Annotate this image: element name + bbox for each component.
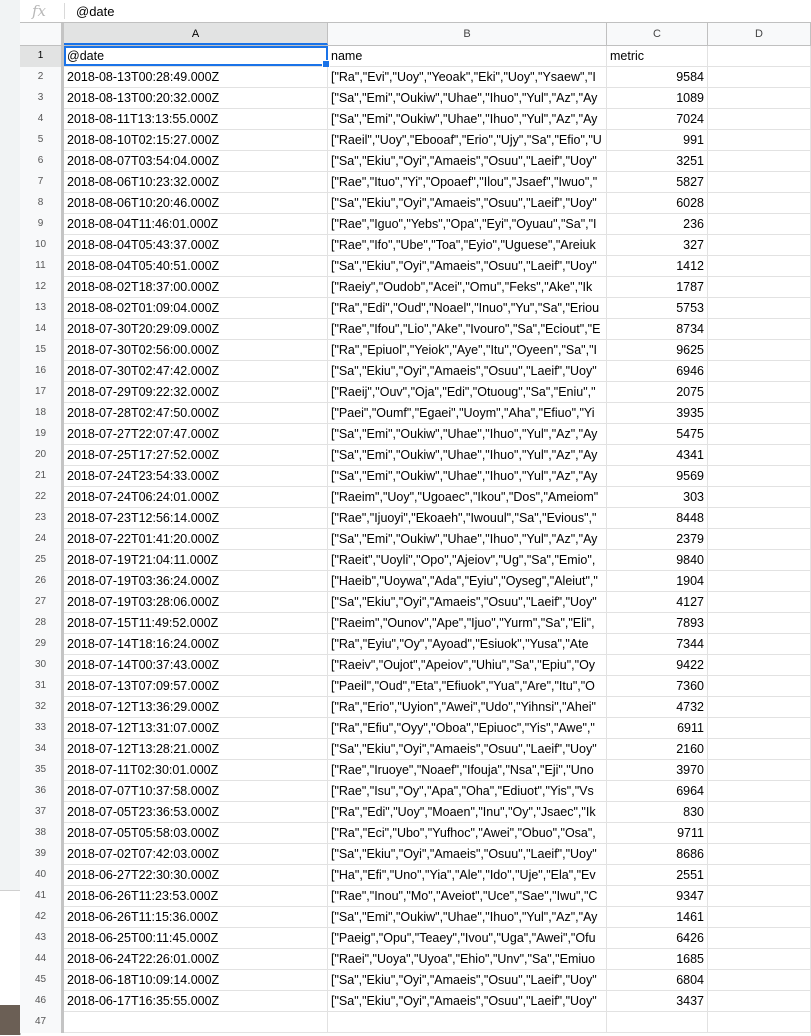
cell-empty[interactable] — [708, 67, 811, 87]
formula-bar — [20, 0, 811, 23]
cell-metric[interactable]: 3437 — [607, 991, 708, 1011]
row-number[interactable]: 46 — [20, 991, 64, 1012]
row-number[interactable]: 39 — [20, 844, 64, 865]
table-row — [20, 151, 811, 172]
row-number[interactable]: 24 — [20, 529, 64, 550]
cell-empty[interactable] — [708, 991, 811, 1011]
row-number[interactable]: 5 — [20, 130, 64, 151]
cell-empty[interactable] — [708, 697, 811, 717]
cell-metric[interactable]: 3970 — [607, 760, 708, 780]
row-number[interactable]: 20 — [20, 445, 64, 466]
cell-date[interactable]: 2018-07-05T23:36:53.000Z — [64, 802, 328, 822]
table-row — [20, 172, 811, 193]
table-row — [20, 277, 811, 298]
cell-date[interactable]: 2018-07-11T02:30:01.000Z — [64, 760, 328, 780]
table-row — [20, 88, 811, 109]
cell-metric[interactable]: 6028 — [607, 193, 708, 213]
cell-empty[interactable] — [708, 781, 811, 801]
cell-empty[interactable] — [708, 802, 811, 822]
table-row — [20, 571, 811, 592]
cell-date[interactable]: 2018-07-30T02:47:42.000Z — [64, 361, 328, 381]
cell-name[interactable]: ["Ra","Edi","Oud","Noael","Inuo","Yu","Sa","Eriou — [328, 298, 607, 318]
cell-metric[interactable]: 9840 — [607, 550, 708, 570]
cell-date[interactable]: 2018-08-11T13:13:55.000Z — [64, 109, 328, 129]
cell-name[interactable]: ["Ra","Edi","Uoy","Moaen","Inu","Oy","Jsaec","Ik — [328, 802, 607, 822]
row-number[interactable]: 28 — [20, 613, 64, 634]
cell-empty[interactable] — [708, 214, 811, 234]
cell-empty[interactable] — [708, 592, 811, 612]
cell-name[interactable]: ["Rae","Ituo","Yi","Opoaef","Ilou","Jsaef","Iwuo"," — [328, 172, 607, 192]
cell-name[interactable]: ["Raeim","Ounov","Ape","Ijuo","Yurm","Sa","Eli", — [328, 613, 607, 633]
cell-metric[interactable]: 991 — [607, 130, 708, 150]
cell-metric[interactable]: 8734 — [607, 319, 708, 339]
row-number[interactable]: 27 — [20, 592, 64, 613]
cell-metric[interactable]: 2075 — [607, 382, 708, 402]
cell-name[interactable]: ["Haeib","Uoywa","Ada","Eyiu","Oyseg","Aleiut"," — [328, 571, 607, 591]
cell-metric[interactable]: 3251 — [607, 151, 708, 171]
cell-empty[interactable] — [708, 256, 811, 276]
row-number[interactable]: 38 — [20, 823, 64, 844]
cell-empty[interactable] — [708, 571, 811, 591]
row-number[interactable]: 42 — [20, 907, 64, 928]
cell-metric[interactable]: 327 — [607, 235, 708, 255]
cell-date[interactable]: 2018-08-10T02:15:27.000Z — [64, 130, 328, 150]
row-number[interactable]: 15 — [20, 340, 64, 361]
row-number[interactable]: 18 — [20, 403, 64, 424]
cell-empty[interactable] — [708, 130, 811, 150]
row-number[interactable]: 43 — [20, 928, 64, 949]
cell-empty[interactable] — [708, 844, 811, 864]
row-number[interactable]: 31 — [20, 676, 64, 697]
table-row — [20, 340, 811, 361]
cell-name[interactable]: ["Sa","Emi","Oukiw","Uhae","Ihuo","Yul","Az","Ay — [328, 907, 607, 927]
cell-empty[interactable] — [708, 907, 811, 927]
table-row — [20, 613, 811, 634]
row-number[interactable]: 44 — [20, 949, 64, 970]
row-number[interactable]: 19 — [20, 424, 64, 445]
cell-metric[interactable]: 9347 — [607, 886, 708, 906]
row-number[interactable]: 21 — [20, 466, 64, 487]
row-number[interactable]: 1 — [20, 46, 64, 67]
cell-metric[interactable]: 9711 — [607, 823, 708, 843]
cell-metric[interactable]: 8686 — [607, 844, 708, 864]
row-number[interactable]: 2 — [20, 67, 64, 88]
cell-name[interactable]: ["Sa","Ekiu","Oyi","Amaeis","Osuu","Laeif","Uoy" — [328, 256, 607, 276]
table-row — [20, 424, 811, 445]
cell-metric[interactable]: 1904 — [607, 571, 708, 591]
cell-empty[interactable] — [708, 445, 811, 465]
cell-name[interactable]: ["Raeil","Uoy","Ebooaf","Erio","Ujy","Sa","Efio","U — [328, 130, 607, 150]
cell-date[interactable] — [64, 1012, 328, 1032]
cell-date[interactable]: 2018-07-24T23:54:33.000Z — [64, 466, 328, 486]
cell-metric[interactable]: 5827 — [607, 172, 708, 192]
cell-name[interactable]: ["Paeil","Oud","Eta","Efiuok","Yua","Are","Itu","O — [328, 676, 607, 696]
cell-metric[interactable]: 7893 — [607, 613, 708, 633]
table-row — [20, 445, 811, 466]
table-row — [20, 319, 811, 340]
cell-name[interactable]: ["Sa","Ekiu","Oyi","Amaeis","Osuu","Laeif","Uoy" — [328, 592, 607, 612]
table-row — [20, 592, 811, 613]
table-row — [20, 550, 811, 571]
cell-name[interactable]: ["Ha","Efi","Uno","Yia","Ale","Ido","Uje","Ela","Ev — [328, 865, 607, 885]
cell-name[interactable]: ["Paei","Oumf","Egaei","Uoym","Aha","Efiuo","Yi — [328, 403, 607, 423]
row-number[interactable]: 17 — [20, 382, 64, 403]
cell-empty[interactable] — [708, 172, 811, 192]
cell-metric[interactable] — [607, 1012, 708, 1032]
cell-date[interactable]: 2018-08-06T10:20:46.000Z — [64, 193, 328, 213]
cell-name[interactable]: ["Sa","Emi","Oukiw","Uhae","Ihuo","Yul","Az","Ay — [328, 88, 607, 108]
cell-name[interactable]: ["Raeit","Uoyli","Opo","Ajeiov","Ug","Sa","Emio", — [328, 550, 607, 570]
cell-metric[interactable]: 1089 — [607, 88, 708, 108]
cell-d1[interactable] — [708, 46, 811, 66]
table-row — [20, 298, 811, 319]
cell-date[interactable]: 2018-07-05T05:58:03.000Z — [64, 823, 328, 843]
cell-name[interactable]: ["Sa","Emi","Oukiw","Uhae","Ihuo","Yul","Az","Ay — [328, 466, 607, 486]
table-row — [20, 739, 811, 760]
cell-name[interactable]: ["Raeiy","Oudob","Acei","Omu","Feks","Ake","Ik — [328, 277, 607, 297]
cell-name[interactable]: ["Rae","Iguo","Yebs","Opa","Eyi","Oyuau","Sa","I — [328, 214, 607, 234]
cell-empty[interactable] — [708, 928, 811, 948]
table-row — [20, 676, 811, 697]
cell-empty[interactable] — [708, 340, 811, 360]
cell-metric[interactable]: 9625 — [607, 340, 708, 360]
table-row — [20, 865, 811, 886]
table-row — [20, 466, 811, 487]
cell-metric[interactable]: 7024 — [607, 109, 708, 129]
cell-metric[interactable]: 1787 — [607, 277, 708, 297]
formula-bar-divider — [64, 3, 65, 19]
column-header-c[interactable]: C — [607, 23, 708, 45]
cell-metric[interactable]: 4341 — [607, 445, 708, 465]
cell-name[interactable]: ["Sa","Emi","Oukiw","Uhae","Ihuo","Yul","Az","Ay — [328, 529, 607, 549]
row-number[interactable]: 22 — [20, 487, 64, 508]
cell-name[interactable]: ["Raeij","Ouv","Oja","Edi","Otuoug","Sa","Eniu"," — [328, 382, 607, 402]
table-row — [20, 214, 811, 235]
cell-name[interactable]: ["Raei","Uoya","Uyoa","Ehio","Unv","Sa","Emiuo — [328, 949, 607, 969]
formula-input[interactable]: @date — [76, 4, 115, 19]
cell-metric[interactable]: 9584 — [607, 67, 708, 87]
table-row — [20, 130, 811, 151]
table-row — [20, 991, 811, 1012]
cell-a1[interactable]: @date — [64, 46, 328, 66]
cell-date[interactable]: 2018-07-13T07:09:57.000Z — [64, 676, 328, 696]
row-number[interactable]: 37 — [20, 802, 64, 823]
spreadsheet-grid — [20, 46, 811, 1035]
row-number[interactable]: 41 — [20, 886, 64, 907]
column-header-a[interactable]: A — [64, 23, 328, 45]
cell-name[interactable]: ["Ra","Eyiu","Oy","Ayoad","Esiuok","Yusa","Ate — [328, 634, 607, 654]
cell-name[interactable]: ["Sa","Ekiu","Oyi","Amaeis","Osuu","Laeif","Uoy" — [328, 151, 607, 171]
table-row — [20, 235, 811, 256]
select-all-corner[interactable] — [20, 23, 64, 45]
cell-date[interactable]: 2018-07-29T09:22:32.000Z — [64, 382, 328, 402]
cell-name[interactable]: ["Sa","Ekiu","Oyi","Amaeis","Osuu","Laeif","Uoy" — [328, 193, 607, 213]
cell-name[interactable]: ["Sa","Emi","Oukiw","Uhae","Ihuo","Yul","Az","Ay — [328, 424, 607, 444]
cell-c1[interactable]: metric — [607, 46, 708, 66]
cell-date[interactable]: 2018-07-02T07:42:03.000Z — [64, 844, 328, 864]
cell-empty[interactable] — [708, 886, 811, 906]
cell-metric[interactable]: 7344 — [607, 634, 708, 654]
table-row — [20, 109, 811, 130]
table-row — [20, 403, 811, 424]
background-window-strip — [0, 0, 21, 1035]
cell-date[interactable]: 2018-08-13T00:28:49.000Z — [64, 67, 328, 87]
row-number[interactable]: 26 — [20, 571, 64, 592]
cell-date[interactable]: 2018-07-30T02:56:00.000Z — [64, 340, 328, 360]
cell-name[interactable]: ["Sa","Ekiu","Oyi","Amaeis","Osuu","Laeif","Uoy" — [328, 361, 607, 381]
cell-metric[interactable]: 9569 — [607, 466, 708, 486]
row-number[interactable]: 47 — [20, 1012, 64, 1033]
row-number[interactable]: 8 — [20, 193, 64, 214]
table-row — [20, 634, 811, 655]
table-row — [20, 655, 811, 676]
row-number[interactable]: 25 — [20, 550, 64, 571]
cell-date[interactable]: 2018-07-07T10:37:58.000Z — [64, 781, 328, 801]
cell-date[interactable]: 2018-07-23T12:56:14.000Z — [64, 508, 328, 528]
cell-empty[interactable] — [708, 277, 811, 297]
cell-b1[interactable]: name — [328, 46, 607, 66]
table-row — [20, 1012, 811, 1033]
cell-name[interactable]: ["Raeiv","Oujot","Apeiov","Uhiu","Sa","Epiu","Oy — [328, 655, 607, 675]
cell-date[interactable]: 2018-06-25T00:11:45.000Z — [64, 928, 328, 948]
row-number[interactable]: 11 — [20, 256, 64, 277]
cell-date[interactable]: 2018-07-12T13:31:07.000Z — [64, 718, 328, 738]
cell-empty[interactable] — [708, 235, 811, 255]
cell-date[interactable]: 2018-07-14T00:37:43.000Z — [64, 655, 328, 675]
cell-name[interactable]: ["Ra","Eci","Ubo","Yufhoc","Awei","Obuo","Osa", — [328, 823, 607, 843]
cell-date[interactable]: 2018-07-14T18:16:24.000Z — [64, 634, 328, 654]
table-row — [20, 823, 811, 844]
column-header-d[interactable]: D — [708, 23, 811, 45]
table-row — [20, 718, 811, 739]
row-number[interactable]: 3 — [20, 88, 64, 109]
cell-name[interactable]: ["Ra","Epiuol","Yeiok","Aye","Itu","Oyeen","Sa","I — [328, 340, 607, 360]
cell-date[interactable]: 2018-08-04T05:40:51.000Z — [64, 256, 328, 276]
cell-name[interactable]: ["Rae","Inou","Mo","Aveiot","Uce","Sae","Iwu","C — [328, 886, 607, 906]
row-number[interactable]: 29 — [20, 634, 64, 655]
table-row — [20, 802, 811, 823]
table-row — [20, 781, 811, 802]
row-number[interactable]: 4 — [20, 109, 64, 130]
cell-empty[interactable] — [708, 88, 811, 108]
cell-name[interactable]: ["Sa","Emi","Oukiw","Uhae","Ihuo","Yul","Az","Ay — [328, 445, 607, 465]
cell-metric[interactable]: 303 — [607, 487, 708, 507]
cell-date[interactable]: 2018-07-12T13:28:21.000Z — [64, 739, 328, 759]
cell-empty[interactable] — [708, 613, 811, 633]
cell-date[interactable]: 2018-06-27T22:30:30.000Z — [64, 865, 328, 885]
cell-empty[interactable] — [708, 298, 811, 318]
cell-empty[interactable] — [708, 1012, 811, 1032]
cell-empty[interactable] — [708, 823, 811, 843]
cell-empty[interactable] — [708, 529, 811, 549]
cell-metric[interactable]: 1461 — [607, 907, 708, 927]
table-row — [20, 256, 811, 277]
cell-date[interactable]: 2018-07-25T17:27:52.000Z — [64, 445, 328, 465]
row-number[interactable]: 23 — [20, 508, 64, 529]
cell-empty[interactable] — [708, 508, 811, 528]
table-row — [20, 760, 811, 781]
cell-name[interactable]: ["Sa","Ekiu","Oyi","Amaeis","Osuu","Laeif","Uoy" — [328, 739, 607, 759]
cell-empty[interactable] — [708, 487, 811, 507]
row-number[interactable]: 35 — [20, 760, 64, 781]
cell-empty[interactable] — [708, 655, 811, 675]
table-row — [20, 361, 811, 382]
row-number[interactable]: 45 — [20, 970, 64, 991]
cell-empty[interactable] — [708, 550, 811, 570]
cell-date[interactable]: 2018-07-30T20:29:09.000Z — [64, 319, 328, 339]
cell-empty[interactable] — [708, 466, 811, 486]
cell-metric[interactable]: 6426 — [607, 928, 708, 948]
table-row — [20, 529, 811, 550]
cell-date[interactable]: 2018-06-18T10:09:14.000Z — [64, 970, 328, 990]
cell-empty[interactable] — [708, 634, 811, 654]
table-row — [20, 928, 811, 949]
cell-metric[interactable]: 5475 — [607, 424, 708, 444]
table-row — [20, 949, 811, 970]
header-row — [20, 46, 811, 67]
cell-date[interactable]: 2018-07-12T13:36:29.000Z — [64, 697, 328, 717]
background-dark-bar — [0, 1005, 20, 1035]
table-row — [20, 697, 811, 718]
row-number[interactable]: 16 — [20, 361, 64, 382]
cell-empty[interactable] — [708, 739, 811, 759]
row-number[interactable]: 14 — [20, 319, 64, 340]
cell-empty[interactable] — [708, 760, 811, 780]
cell-empty[interactable] — [708, 865, 811, 885]
cell-name[interactable]: ["Rae","Iruoye","Noaef","Ifouja","Nsa","Eji","Uno — [328, 760, 607, 780]
row-number[interactable]: 13 — [20, 298, 64, 319]
cell-date[interactable]: 2018-06-24T22:26:01.000Z — [64, 949, 328, 969]
cell-name[interactable] — [328, 1012, 607, 1032]
row-number[interactable]: 7 — [20, 172, 64, 193]
cell-date[interactable]: 2018-08-06T10:23:32.000Z — [64, 172, 328, 192]
cell-date[interactable]: 2018-07-27T22:07:47.000Z — [64, 424, 328, 444]
cell-metric[interactable]: 3935 — [607, 403, 708, 423]
column-header-row — [20, 23, 811, 46]
cell-date[interactable]: 2018-07-19T21:04:11.000Z — [64, 550, 328, 570]
cell-metric[interactable]: 6964 — [607, 781, 708, 801]
cell-metric[interactable]: 236 — [607, 214, 708, 234]
cell-name[interactable]: ["Sa","Ekiu","Oyi","Amaeis","Osuu","Laeif","Uoy" — [328, 844, 607, 864]
cell-name[interactable]: ["Sa","Ekiu","Oyi","Amaeis","Osuu","Laeif","Uoy" — [328, 970, 607, 990]
cell-name[interactable]: ["Rae","Ijuoyi","Ekoaeh","Iwouul","Sa","Evious"," — [328, 508, 607, 528]
cell-metric[interactable]: 2160 — [607, 739, 708, 759]
cell-metric[interactable]: 8448 — [607, 508, 708, 528]
cell-metric[interactable]: 6911 — [607, 718, 708, 738]
cell-empty[interactable] — [708, 970, 811, 990]
row-number[interactable]: 10 — [20, 235, 64, 256]
cell-empty[interactable] — [708, 424, 811, 444]
cell-name[interactable]: ["Rae","Isu","Oy","Apa","Oha","Ediuot","Yis","Vs — [328, 781, 607, 801]
cell-metric[interactable]: 4732 — [607, 697, 708, 717]
cell-name[interactable]: ["Rae","Ifo","Ube","Toa","Eyio","Uguese","Areiuk — [328, 235, 607, 255]
column-header-b[interactable]: B — [328, 23, 607, 45]
cell-empty[interactable] — [708, 718, 811, 738]
cell-empty[interactable] — [708, 403, 811, 423]
cell-date[interactable]: 2018-08-02T18:37:00.000Z — [64, 277, 328, 297]
cell-empty[interactable] — [708, 109, 811, 129]
cell-date[interactable]: 2018-08-13T00:20:32.000Z — [64, 88, 328, 108]
cell-name[interactable]: ["Ra","Efiu","Oyy","Oboa","Epiuoc","Yis","Awe"," — [328, 718, 607, 738]
cell-name[interactable]: ["Ra","Erio","Uyion","Awei","Udo","Yihnsi","Ahei" — [328, 697, 607, 717]
cell-date[interactable]: 2018-07-24T06:24:01.000Z — [64, 487, 328, 507]
row-number[interactable]: 9 — [20, 214, 64, 235]
cell-empty[interactable] — [708, 676, 811, 696]
cell-empty[interactable] — [708, 193, 811, 213]
cell-date[interactable]: 2018-08-04T11:46:01.000Z — [64, 214, 328, 234]
cell-empty[interactable] — [708, 382, 811, 402]
cell-metric[interactable]: 6804 — [607, 970, 708, 990]
cell-empty[interactable] — [708, 361, 811, 381]
cell-metric[interactable]: 7360 — [607, 676, 708, 696]
cell-name[interactable]: ["Ra","Evi","Uoy","Yeoak","Eki","Uoy","Ysaew","I — [328, 67, 607, 87]
table-row — [20, 970, 811, 991]
table-row — [20, 487, 811, 508]
cell-date[interactable]: 2018-08-02T01:09:04.000Z — [64, 298, 328, 318]
row-number[interactable]: 12 — [20, 277, 64, 298]
table-row — [20, 508, 811, 529]
cell-metric[interactable]: 5753 — [607, 298, 708, 318]
cell-empty[interactable] — [708, 319, 811, 339]
table-row — [20, 844, 811, 865]
row-number[interactable]: 6 — [20, 151, 64, 172]
cell-name[interactable]: ["Rae","Ifou","Lio","Ake","Ivouro","Sa","Eciout","E — [328, 319, 607, 339]
row-number[interactable]: 30 — [20, 655, 64, 676]
cell-metric[interactable]: 1412 — [607, 256, 708, 276]
cell-date[interactable]: 2018-06-17T16:35:55.000Z — [64, 991, 328, 1011]
cell-name[interactable]: ["Sa","Ekiu","Oyi","Amaeis","Osuu","Laeif","Uoy" — [328, 991, 607, 1011]
cell-date[interactable]: 2018-07-15T11:49:52.000Z — [64, 613, 328, 633]
row-number[interactable]: 36 — [20, 781, 64, 802]
cell-date[interactable]: 2018-06-26T11:15:36.000Z — [64, 907, 328, 927]
cell-metric[interactable]: 6946 — [607, 361, 708, 381]
cell-name[interactable]: ["Sa","Emi","Oukiw","Uhae","Ihuo","Yul","Az","Ay — [328, 109, 607, 129]
row-number[interactable]: 34 — [20, 739, 64, 760]
cell-date[interactable]: 2018-07-19T03:36:24.000Z — [64, 571, 328, 591]
cell-date[interactable]: 2018-07-28T02:47:50.000Z — [64, 403, 328, 423]
table-row — [20, 907, 811, 928]
table-row — [20, 67, 811, 88]
cell-date[interactable]: 2018-06-26T11:23:53.000Z — [64, 886, 328, 906]
row-number[interactable]: 32 — [20, 697, 64, 718]
row-number[interactable]: 33 — [20, 718, 64, 739]
cell-metric[interactable]: 2379 — [607, 529, 708, 549]
cell-name[interactable]: ["Raeim","Uoy","Ugoaec","Ikou","Dos","Ameiom" — [328, 487, 607, 507]
table-row — [20, 382, 811, 403]
cell-date[interactable]: 2018-07-22T01:41:20.000Z — [64, 529, 328, 549]
cell-empty[interactable] — [708, 949, 811, 969]
cell-date[interactable]: 2018-08-07T03:54:04.000Z — [64, 151, 328, 171]
cell-empty[interactable] — [708, 151, 811, 171]
table-row — [20, 886, 811, 907]
table-row — [20, 193, 811, 214]
cell-metric[interactable]: 830 — [607, 802, 708, 822]
cell-name[interactable]: ["Paeig","Opu","Teaey","Ivou","Uga","Awei","Ofu — [328, 928, 607, 948]
cell-metric[interactable]: 2551 — [607, 865, 708, 885]
fx-icon: fx — [32, 2, 47, 20]
cell-date[interactable]: 2018-08-04T05:43:37.000Z — [64, 235, 328, 255]
cell-metric[interactable]: 4127 — [607, 592, 708, 612]
row-number[interactable]: 40 — [20, 865, 64, 886]
cell-metric[interactable]: 9422 — [607, 655, 708, 675]
cell-date[interactable]: 2018-07-19T03:28:06.000Z — [64, 592, 328, 612]
cell-metric[interactable]: 1685 — [607, 949, 708, 969]
